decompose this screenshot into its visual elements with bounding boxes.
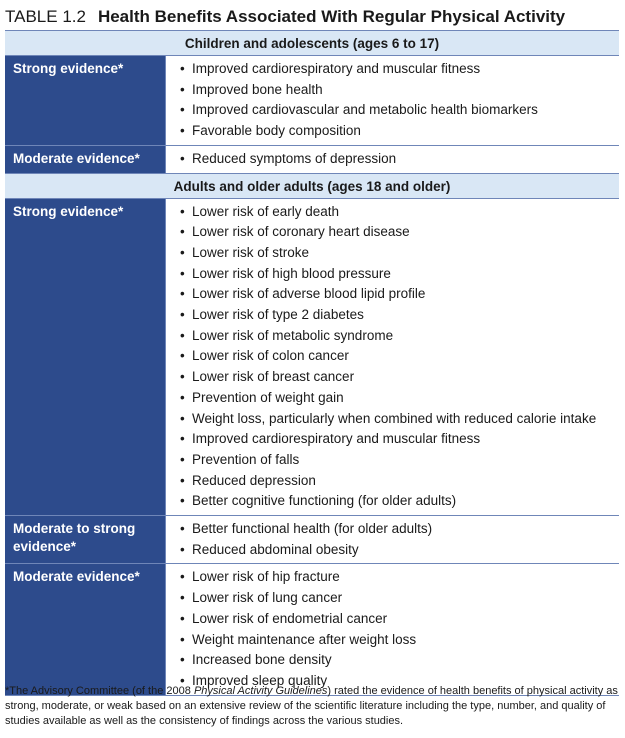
benefit-item: • Better cognitive functioning (for older adults) (180, 491, 619, 512)
evidence-group (5, 516, 619, 564)
benefit-item: • Lower risk of adverse blood lipid profile (180, 284, 619, 305)
benefit-item: • Lower risk of early death (180, 202, 619, 223)
benefit-item: • Improved cardiorespiratory and muscular fitness (180, 429, 619, 450)
benefit-item: • Weight loss, particularly when combined with reduced calorie intake (180, 409, 619, 430)
benefit-item: • Improved sleep quality (180, 671, 619, 692)
section-heading: Adults and older adults (ages 18 and older) (5, 174, 619, 199)
benefit-item: • Lower risk of breast cancer (180, 367, 619, 388)
benefit-list (166, 199, 619, 516)
table-title (5, 4, 565, 30)
evidence-group (5, 199, 619, 517)
footnote (5, 684, 619, 729)
benefit-item: • Lower risk of hip fracture (180, 567, 619, 588)
evidence-group (5, 146, 619, 174)
evidence-label: Moderate to strong evidence* (5, 516, 166, 563)
footnote-text-before: *The Advisory Committee (of the 2008 (5, 685, 194, 697)
benefit-list (166, 56, 619, 145)
benefit-item: • Favorable body composition (180, 121, 619, 142)
evidence-label: Moderate evidence* (5, 564, 166, 694)
footnote-guidelines-title: Physical Activity Guidelines (193, 685, 328, 697)
benefit-item: • Weight maintenance after weight loss (180, 630, 619, 651)
table-number: TABLE 1.2 (5, 7, 86, 26)
benefit-item: • Lower risk of metabolic syndrome (180, 326, 619, 347)
evidence-label: Strong evidence* (5, 56, 166, 145)
table-title-text: Health Benefits Associated With Regular Physical Activity (97, 7, 566, 26)
benefit-list (166, 146, 619, 173)
benefit-item: • Prevention of falls (180, 450, 619, 471)
benefit-list (166, 564, 619, 694)
benefit-item: • Reduced symptoms of depression (180, 149, 619, 170)
benefit-item: • Improved cardiorespiratory and muscular fitness (180, 59, 619, 80)
evidence-label: Moderate evidence* (5, 146, 166, 173)
footnote-text-after: ) rated the evidence of health benefits of physical activity as strong, moderate, or weak based on an extensive review of the scientific literature including the type, number, and quality of studies available as well as the consistency of findings across the various studies. (5, 685, 618, 727)
benefit-item: • Better functional health (for older adults) (180, 519, 619, 540)
section-heading: Children and adolescents (ages 6 to 17) (5, 31, 619, 56)
benefit-item: • Improved bone health (180, 80, 619, 101)
benefit-item: • Lower risk of high blood pressure (180, 264, 619, 285)
benefit-item: • Reduced abdominal obesity (180, 540, 619, 561)
evidence-group (5, 56, 619, 146)
benefit-item: • Lower risk of coronary heart disease (180, 222, 619, 243)
benefit-item: • Lower risk of lung cancer (180, 588, 619, 609)
benefit-item: • Lower risk of colon cancer (180, 346, 619, 367)
evidence-label: Strong evidence* (5, 199, 166, 516)
benefit-item: • Lower risk of type 2 diabetes (180, 305, 619, 326)
benefit-item: • Lower risk of endometrial cancer (180, 609, 619, 630)
benefit-item: • Lower risk of stroke (180, 243, 619, 264)
benefit-list (166, 516, 619, 563)
benefit-item: • Improved cardiovascular and metabolic health biomarkers (180, 100, 619, 121)
benefit-item: • Prevention of weight gain (180, 388, 619, 409)
benefits-table (5, 30, 619, 696)
benefit-item: • Increased bone density (180, 650, 619, 671)
evidence-group (5, 564, 619, 695)
benefit-item: • Reduced depression (180, 471, 619, 492)
